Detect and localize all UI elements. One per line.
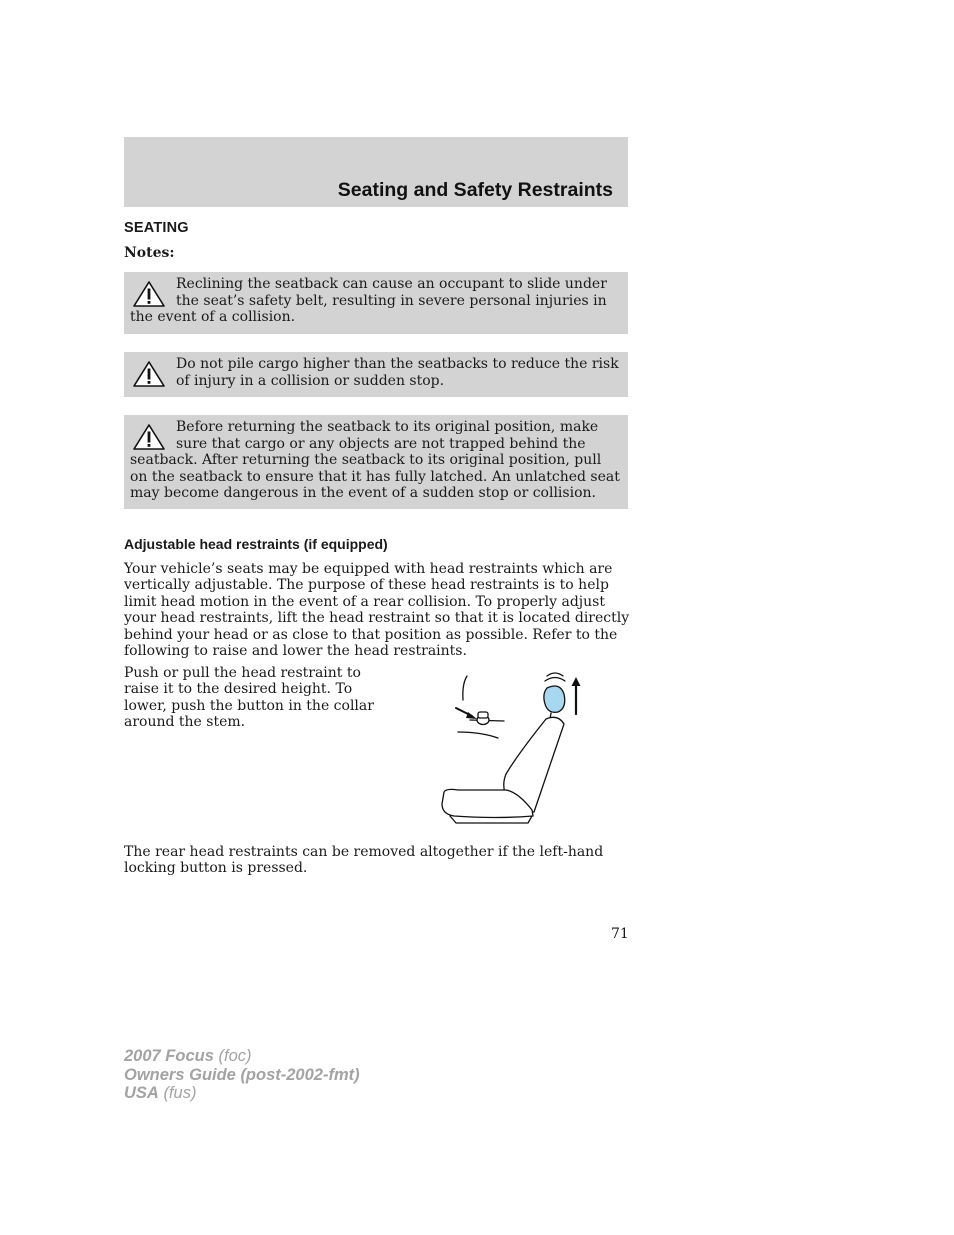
footer-region-line bbox=[124, 1084, 360, 1103]
warning-text: Reclining the seatback can cause an occupant to slide under the seat’s safety belt, resulting in severe personal injuries in the event of a collision. bbox=[130, 276, 607, 325]
warning-box bbox=[124, 352, 628, 397]
warning-triangle-icon bbox=[132, 280, 166, 308]
header-band bbox=[124, 137, 628, 207]
warning-triangle-icon bbox=[132, 423, 166, 451]
footer-guide-line bbox=[124, 1066, 360, 1085]
warning-text: Do not pile cargo higher than the seatbacks to reduce the risk of injury in a collision or sudden stop. bbox=[176, 356, 619, 389]
page-number: 71 bbox=[611, 926, 629, 942]
paragraph-intro: Your vehicle’s seats may be equipped with head restraints which are vertically adjustable. The purpose of these head restraints is to help limit head motion in the event of a rear collision. To properly adjust your head restraints, lift the head restraint so that it is located directly behind your head or as close to that position as possible. Refer to the following to raise and lower the head restraints. bbox=[124, 561, 630, 660]
footer-model: 2007 Focus bbox=[124, 1047, 214, 1065]
footer-guide: Owners Guide (post-2002-fmt) bbox=[124, 1065, 360, 1084]
warning-box bbox=[124, 272, 628, 334]
paragraph-rear-restraints: The rear head restraints can be removed altogether if the left-hand locking button is pressed. bbox=[124, 844, 604, 877]
seat-head-restraint-illustration bbox=[436, 664, 586, 830]
warning-text: Before returning the seatback to its original position, make sure that cargo or any objects are not trapped behind the seatback. After returning the seatback to its original position, pull on the seatback to ensure that it has fully latched. An unlatched seat may become dangerous in the event of a sudden stop or collision. bbox=[130, 419, 620, 501]
subsection-heading: Adjustable head restraints (if equipped) bbox=[124, 536, 388, 552]
section-heading: SEATING bbox=[124, 220, 189, 236]
paragraph-adjust: Push or pull the head restraint to raise it to the desired height. To lower, push the button in the collar around the stem. bbox=[124, 665, 374, 731]
page-title: Seating and Safety Restraints bbox=[337, 179, 613, 201]
notes-label: Notes: bbox=[124, 245, 175, 261]
footer-model-code: (foc) bbox=[218, 1047, 252, 1065]
warning-triangle-icon bbox=[132, 360, 166, 388]
footer bbox=[124, 1047, 360, 1103]
footer-model-line bbox=[124, 1047, 360, 1066]
footer-region: USA bbox=[124, 1084, 159, 1102]
footer-region-code: (fus) bbox=[163, 1084, 197, 1102]
warning-box bbox=[124, 415, 628, 509]
